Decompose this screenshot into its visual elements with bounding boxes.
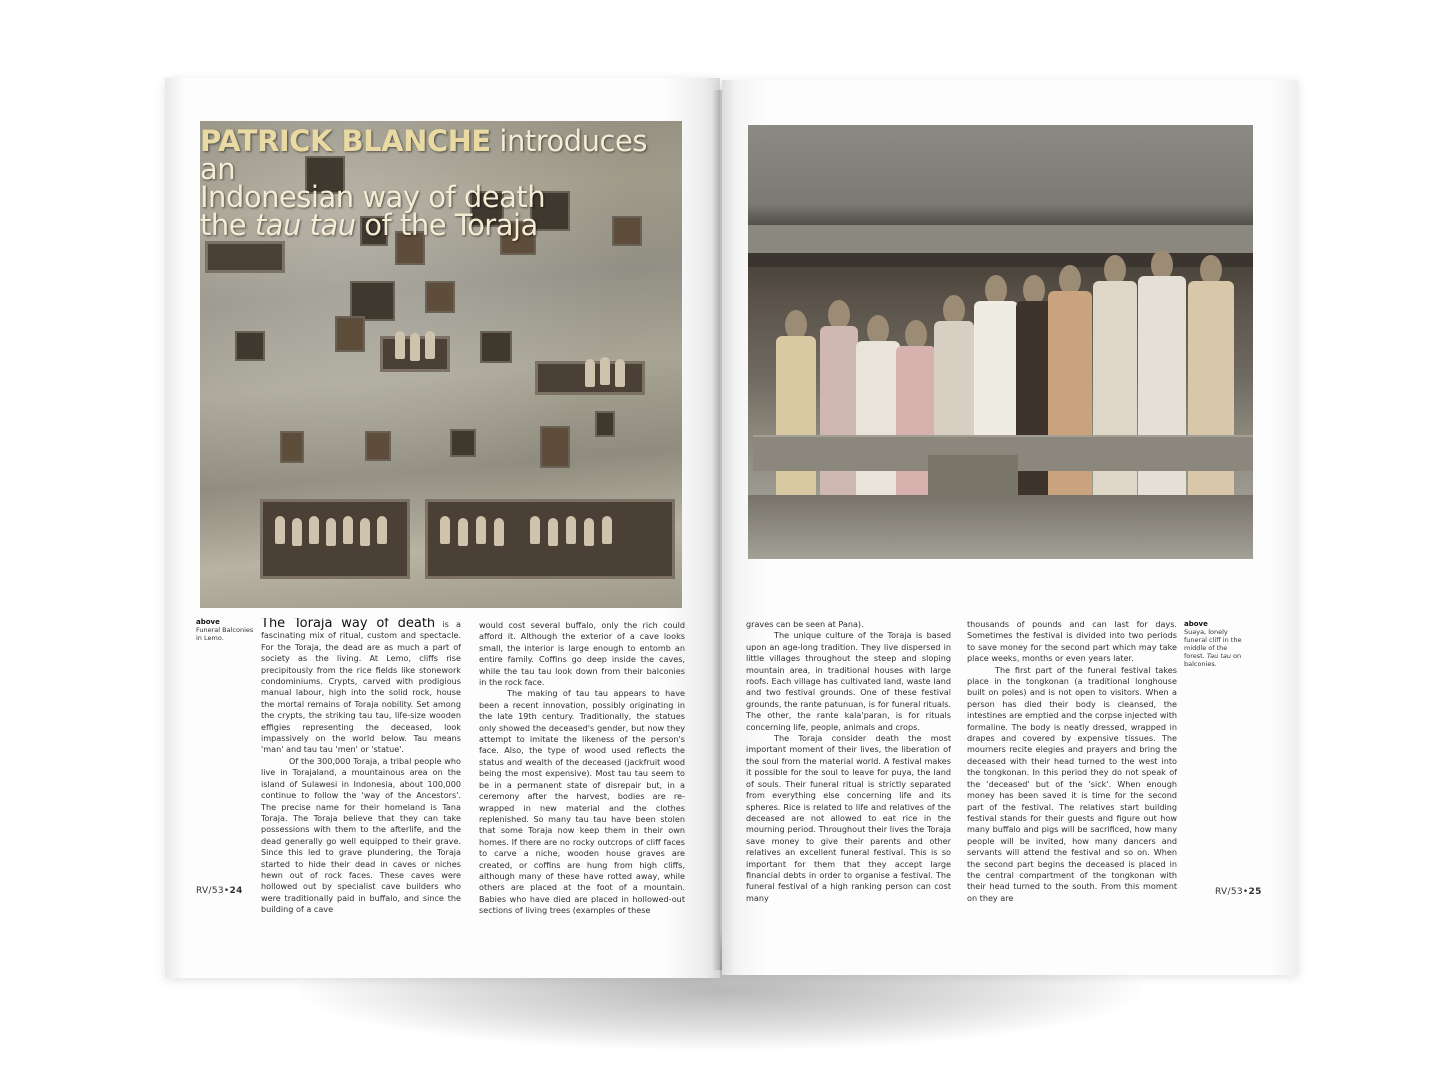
- paragraph: The unique culture of the Toraja is based upon an age-long tradition. They live dispersed in little villages throughout the steep and sloping mountain area, in traditional houses with large roofs. Each village has cultivated land, waste land and two festival grounds. One of these festival grounds, the rante patunuan, is for funeral rituals. The other, the rante kala'paran, is for rituals concerning life, people, animals and crops.: [746, 630, 951, 732]
- headline-line1: introduces an: [200, 124, 647, 186]
- cliff-base: [748, 495, 1253, 559]
- effigy-figure: [602, 516, 612, 544]
- paragraph: Of the 300,000 Toraja, a tribal people who live in Torajaland, a mountainous area on the island of Sulawesi in Indonesia, about 100,000 continue to follow the 'way of the Ancestors'. The precise name for their homeland is Tana Toraja. The Toraja believe that they can take possessions with them to the afterlife, and the dead generally go well equipped to their grave. Since this led to grave plundering, the Toraja started to hide their dead in caves or niches hewn out of rock faces. These caves were hollowed out by specialist cave builders who were traditionally paid in buffalo, and since the building of a cave: [261, 755, 461, 915]
- rock-niche: [425, 281, 455, 313]
- caption-label: above: [196, 618, 220, 626]
- page-number-left: RV/53•24: [196, 886, 243, 896]
- paragraph: would cost several buffalo, only the rich could afford it. Although the exterior of a cave looks small, the interior is large enough to entomb an entire family. Coffins go deep inside the caves, while the tau tau look down from their balconies in the rock face.: [479, 620, 685, 688]
- paragraph: graves can be seen at Pana).: [746, 619, 864, 629]
- right-page: [722, 80, 1298, 975]
- effigy-figure: [494, 518, 504, 546]
- effigy-figure: [566, 516, 576, 544]
- headline-line3: the tau tau of the Toraja: [200, 208, 538, 242]
- effigy-figure: [326, 518, 336, 546]
- photo-caption-right: above Suaya, lonely funeral cliff in the middle of the forest. Tau tau on balconies.: [1184, 620, 1244, 668]
- effigy-figure: [548, 518, 558, 546]
- effigy-figure: [440, 516, 450, 544]
- tau-tau-effigy: [856, 315, 900, 500]
- rock-niche: [280, 431, 304, 463]
- effigy-figure: [377, 516, 387, 544]
- paragraph: The making of tau tau appears to have been a recent innovation, possibly originating in the late 19th century. Traditionally, the statues only showed the deceased's gender, but now they attempt to imitate the likeness of the person's face. Also, the type of wood used reflects the status and wealth of the deceased (jackfruit wood being the most expensive). Most tau tau seem to be in a permanent state of disrepair but, in a ceremony after the harvest, bodies are re-wrapped in new material and the clothes replenished. So many tau tau have been stolen that some Toraja now keep them in their own homes. If there are no rocky outcrops of cliff faces to carve a niche, wooden house graves are created, or coffins are hung from high cliffs, although many of these have rotted away, while others are placed at the foot of a mountain. Babies who have died are placed in hollowed-out sections of living trees (examples of these: [479, 688, 685, 916]
- effigy-figure: [309, 516, 319, 544]
- paragraph: is a fascinating mix of ritual, custom and spectacle. For the Toraja, the dead are as much a part of society as the living. At Lemo, cliffs rise precipitously from the rice fields like stonework condominiums. Crypts, carved with prodigious manual labour, high into the solid rock, house the mortal remains of Toraja nobility. Set among the crypts, the striking tau tau, life-size wooden effigies representing the deceased, look impassively on the world below. Tau means 'man' and tau tau 'men' or 'statue'.: [261, 619, 461, 755]
- paragraph: The first part of the funeral festival takes place in the tongkonan (a traditional longhouse built on poles) and is not open to visitors. When a person has died their body is cleansed, the intestines are emptied and the corpse injected with formaline. The body is neatly dressed, wrapped in drapes and covered by expensive tissues. The mourners recite elegies and prayers and bring the deceased with their head turned to the west into the tongkonan. In this period they do not speak of the 'deceased' but of the 'sick'. When enough money has been saved it is time for the second part of the festival. The relatives start building festival stands for their guests and figure out how many buffalo and pigs will be sacrificed, how many people will be invited, how many dancers and servants will attend the festival and so on. When the second part begins the deceased is placed in the central compartment of the tongkonan with their head turned to the south. From this moment on they are: [967, 664, 1177, 903]
- paragraph: thousands of pounds and can last for days. Sometimes the festival is divided into two periods to save money for the second part which may take place weeks, months or even years later.: [967, 619, 1177, 664]
- caption-text: Funeral Balconies in Lemo.: [196, 626, 254, 642]
- headline-line2: Indonesian way of death: [200, 180, 546, 214]
- rock-niche: [450, 429, 476, 457]
- effigy-balcony: [205, 241, 285, 273]
- text-column-4: [967, 619, 1177, 964]
- rock-niche: [335, 316, 365, 352]
- effigy-figure: [343, 516, 353, 544]
- effigy-figure: [530, 516, 540, 544]
- effigy-figure: [425, 331, 435, 359]
- effigy-figure: [615, 359, 625, 387]
- effigy-figure: [410, 333, 420, 361]
- caption-label: above: [1184, 620, 1208, 628]
- suaya-effigies-photo: [748, 125, 1253, 559]
- effigy-figure: [600, 357, 610, 385]
- effigy-figure: [476, 516, 486, 544]
- article-headline: [200, 124, 668, 242]
- rock-niche: [350, 281, 395, 321]
- paragraph: The Toraja consider death the most important moment of their lives, the liberation of the soul from the material world. A festival makes it possible for the soul to leave for puya, the land of souls. Their funeral ritual is strictly separated from everything else concerning life and its spheres. Rice is related to life and relatives of the deceased are not allowed to eat rice in the mourning period. Throughout their lives the Toraja save money to give their parents and other relatives an excellent funeral festival. This is so important for them that they accept large financial debts in order to organise a festival. The funeral festival of a high ranking person can cost many: [746, 733, 951, 903]
- photo-caption-left: [196, 618, 254, 642]
- rock-niche: [480, 331, 512, 363]
- rock-niche: [365, 431, 391, 461]
- left-page: [165, 78, 720, 978]
- rock-niche: [235, 331, 265, 361]
- lead-phrase: The Toraja way of death: [261, 618, 436, 631]
- page-number-right: RV/53•25: [1215, 887, 1262, 897]
- text-column-2: [479, 620, 685, 960]
- effigy-figure: [292, 518, 302, 546]
- tau-tau-effigy: [776, 310, 816, 500]
- cliff-balconies-photo: [200, 121, 682, 608]
- text-column-1: [261, 618, 461, 963]
- effigy-figure: [395, 331, 405, 359]
- author-name: PATRICK BLANCHE: [200, 124, 491, 158]
- effigy-figure: [584, 518, 594, 546]
- effigy-figure: [458, 518, 468, 546]
- text-column-3: [746, 619, 951, 964]
- effigy-figure: [360, 518, 370, 546]
- effigy-figure: [275, 516, 285, 544]
- stone-balcony-post: [928, 455, 1018, 495]
- effigy-figure: [585, 359, 595, 387]
- rock-niche: [595, 411, 615, 437]
- rock-niche: [540, 426, 570, 468]
